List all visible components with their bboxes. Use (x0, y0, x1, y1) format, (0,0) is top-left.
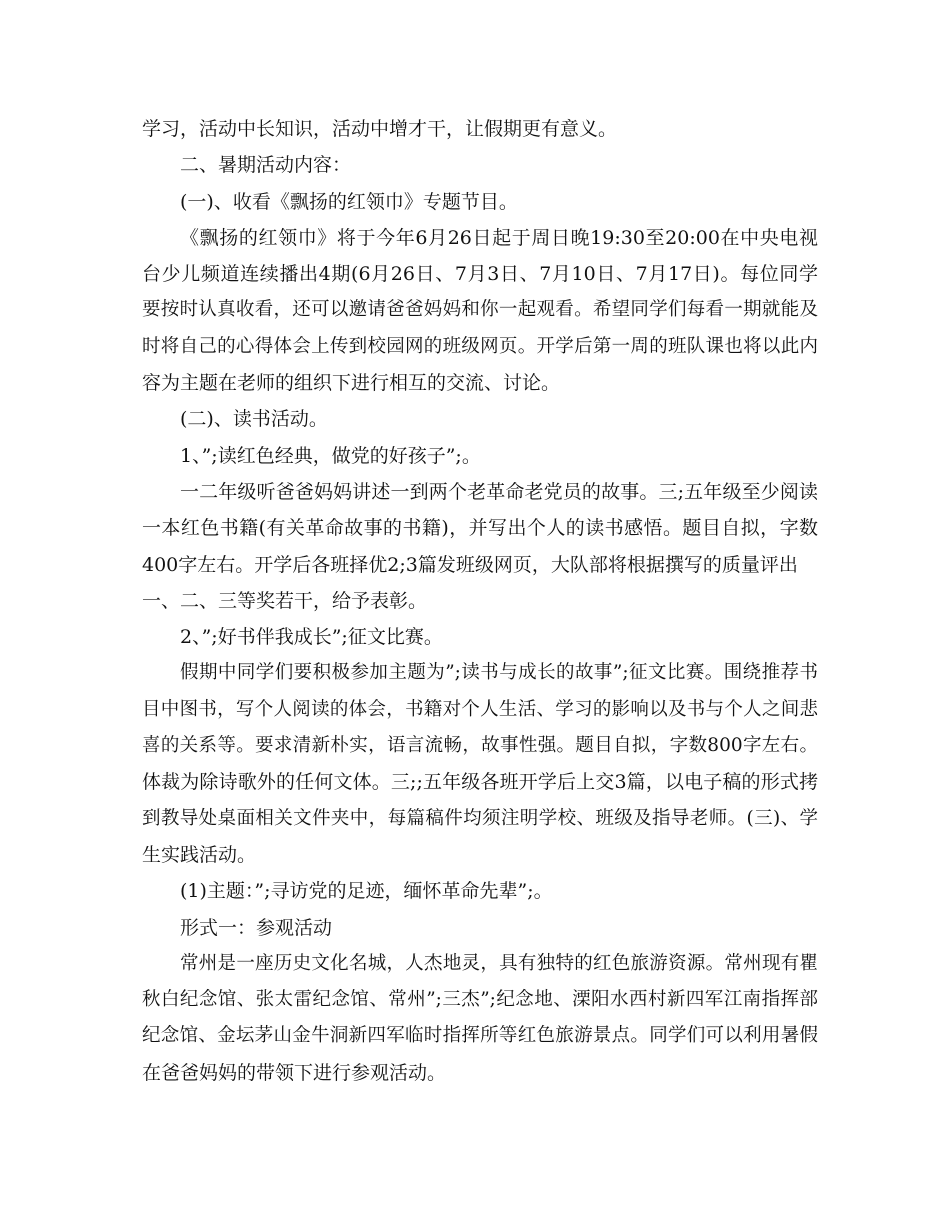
text-line: 假期中同学们要积极参加主题为”;读书与成长的故事”;征文比赛。围绕推荐书 (180, 662, 818, 684)
text-line: 纪念馆、金坛茅山金牛洞新四军临时指挥所等红色旅游景点。同学们可以利用暑假 (142, 1025, 818, 1047)
text-line: 时将自己的心得体会上传到校园网的班级网页。开学后第一周的班队课也将以此内 (142, 335, 818, 357)
item-heading: 1、”;读红色经典，做党的好孩子”;。 (180, 444, 481, 467)
subsection-heading: (一)、收看《飘扬的红领巾》专题节目。 (180, 190, 518, 213)
text-line: 一二年级听爸爸妈妈讲述一到两个老革命老党员的故事。三;五年级至少阅读 (180, 480, 818, 503)
text-line: 学习，活动中长知识，活动中增才干，让假期更有意义。 (142, 118, 618, 140)
text-line: 喜的关系等。要求清新朴实，语言流畅，故事性强。题目自拟，字数800字左右。 (142, 735, 818, 757)
subsection-heading: (二)、读书活动。 (180, 408, 328, 431)
text-line: 体裁为除诗歌外的任何文体。三;;五年级各班开学后上交3篇，以电子稿的形式拷 (142, 771, 818, 794)
section-heading: 二、暑期活动内容： (180, 154, 352, 177)
text-line: 要按时认真收看，还可以邀请爸爸妈妈和你一起观看。希望同学们每看一期就能及 (142, 299, 818, 321)
item-heading: (1)主题：”;寻访党的足迹，缅怀革命先辈”;。 (180, 880, 553, 903)
text-line: 台少儿频道连续播出4期(6月26日、7月3日、7月10日、7月17日)。每位同学 (142, 263, 818, 286)
text-line: 常州是一座历史文化名城，人杰地灵，具有独特的红色旅游资源。常州现有瞿 (180, 952, 818, 974)
item-heading: 2、”;好书伴我成长”;征文比赛。 (180, 626, 443, 649)
text-line: 400字左右。开学后各班择优2;3篇发班级网页，大队部将根据撰写的质量评出 (142, 553, 798, 576)
text-line: 到教导处桌面相关文件夹中，每篇稿件均须注明学校、班级及指导老师。(三)、学 (142, 807, 818, 829)
text-line: 容为主题在老师的组织下进行相互的交流、讨论。 (142, 372, 561, 395)
text-line: 一本红色书籍(有关革命故事的书籍)，并写出个人的读书感悟。题目自拟，字数 (142, 517, 818, 540)
document-page (142, 111, 818, 1091)
text-line: 在爸爸妈妈的带领下进行参观活动。 (142, 1061, 447, 1084)
text-line: 一、二、三等奖若干，给予表彰。 (142, 589, 428, 612)
text-line: 目中图书，写个人阅读的体会，书籍对个人生活、学习的影响以及书与个人之间悲 (142, 698, 818, 720)
text-line: 《飘扬的红领巾》将于今年6月26日起于周日晚19:30至20:00在中央电视 (180, 226, 818, 249)
item-heading: 形式一：参观活动 (180, 916, 333, 939)
text-line: 秋白纪念馆、张太雷纪念馆、常州”;三杰”;纪念地、溧阳水西村新四军江南指挥部 (142, 989, 818, 1011)
text-line: 生实践活动。 (142, 843, 257, 866)
